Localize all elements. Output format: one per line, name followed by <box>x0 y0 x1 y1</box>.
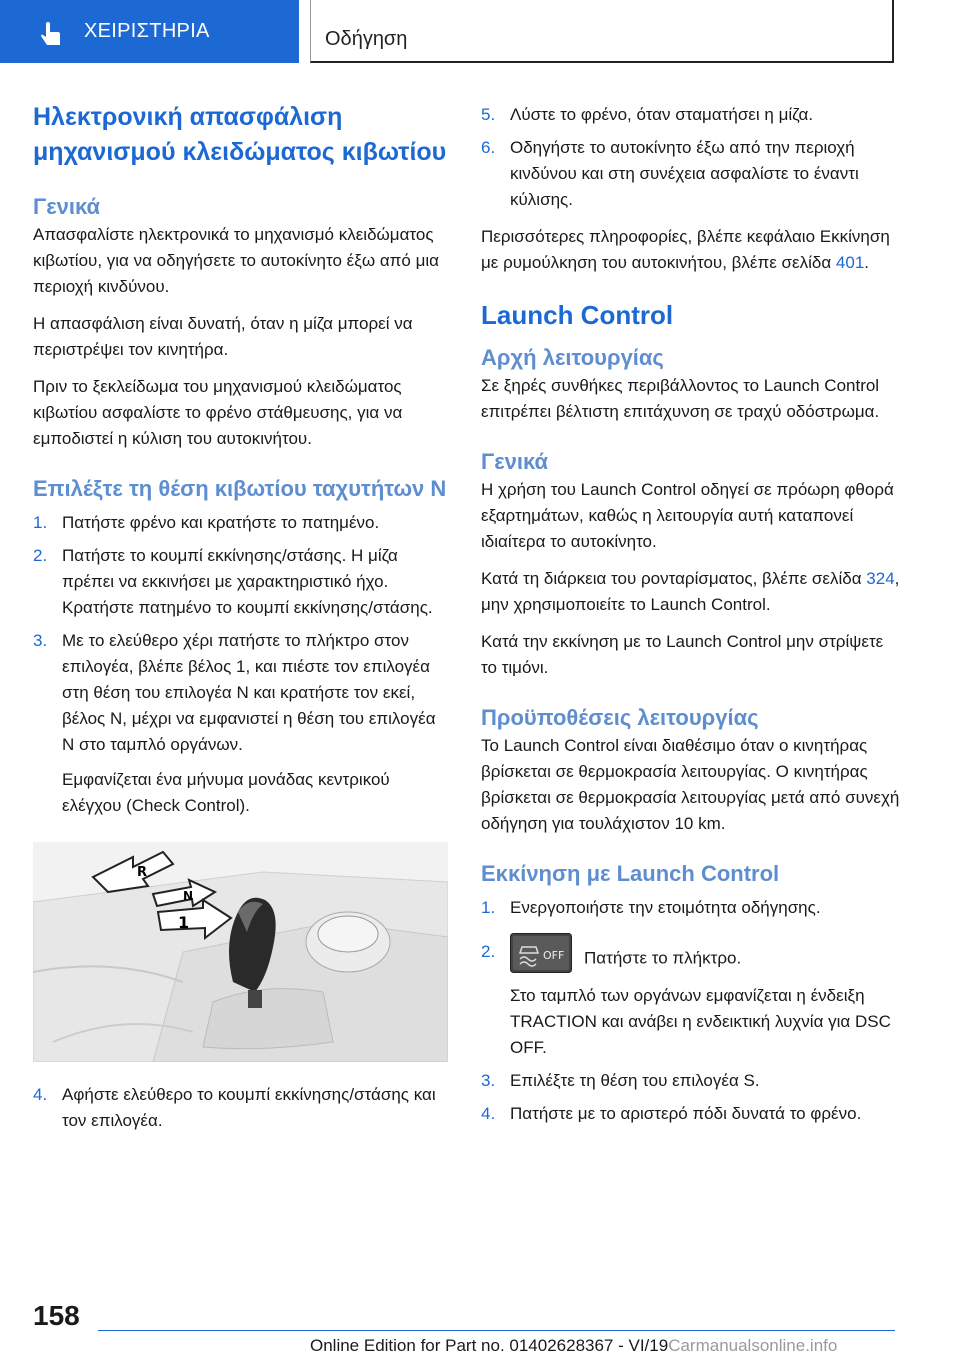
steps-list-continued <box>481 102 901 213</box>
footer-edition <box>310 1336 837 1356</box>
steps-list <box>33 510 448 819</box>
list-item <box>481 1101 901 1127</box>
paragraph: Η απασφάλιση είναι δυνατή, όταν η μίζα μπορεί να περιστρέψει τον κινητήρα. <box>33 314 413 359</box>
more-info-paragraph <box>481 224 901 276</box>
list-item <box>481 135 901 213</box>
list-item <box>481 895 901 921</box>
step-number: 2. <box>481 942 496 961</box>
step-number: 4. <box>481 1104 496 1123</box>
step-number: 4. <box>33 1085 48 1104</box>
right-column <box>481 100 901 1127</box>
launch-steps-list <box>481 895 901 1127</box>
list-item <box>33 510 448 536</box>
more-info-end: . <box>864 253 870 272</box>
step-text: Πατήστε φρένο και κρατήστε το πατημένο. <box>62 513 380 532</box>
paragraph: Η χρήση του Launch Control οδηγεί σε πρόωρη φθορά εξαρτημάτων, καθώς η λειτουργία αυτή καταπονεί ιδιαίτερα το αυτοκίνητο. <box>481 480 894 551</box>
paragraph: Το Launch Control είναι διαθέσιμο όταν ο κινητήρας βρίσκεται σε θερμοκρασία λειτουργίας. Ο κινητήρας βρίσκεται σε θερμοκρασία λειτουργίας μετά από συνεχή οδήγηση για τουλάχιστον 10 km. <box>481 736 900 833</box>
gear-selector-illustration <box>33 842 448 1062</box>
step-number: 6. <box>481 138 496 157</box>
arrow-label-1: 1 <box>178 913 190 932</box>
footer-divider <box>98 1330 895 1331</box>
page-link-401[interactable]: 401 <box>835 253 865 272</box>
step-text: Με το ελεύθερο χέρι πατήστε το πλήκτρο στον επιλογέα, βλέπε βέλος 1, και πιέστε τον επιλογέα στη θέση του επιλογέα N και κρατήστε τον εκεί, βέλος N, μέχρι να εμφανιστεί η θέση του επιλογέα N στο ταμπλό οργάνων. <box>62 631 436 754</box>
subsection-heading-principle: Αρχή λειτουργίας <box>481 345 664 370</box>
step-text: Πατήστε το κουμπί εκκίνησης/στάσης. Η μίζα πρέπει να εκκινήσει με χαρακτηριστικό ήχο. Κρατήστε πατημένο το κουμπί εκκίνησης/στάσης. <box>62 546 433 617</box>
hand-pointer-icon <box>36 20 66 50</box>
list-item <box>481 1068 901 1094</box>
list-item <box>481 102 901 128</box>
paragraph: Σε ξηρές συνθήκες περιβάλλοντος το Launch Control επιτρέπει βέλτιστη επιτάχυνση σε τραχύ οδόστρωμα. <box>481 376 880 421</box>
watermark: Carmanualsonline.info <box>668 1336 838 1355</box>
step-text: Πατήστε με το αριστερό πόδι δυνατά το φρένο. <box>510 1104 862 1123</box>
chapter-tab-label: ΧΕΙΡΙΣΤΗΡΙΑ <box>84 20 210 42</box>
step-number: 2. <box>33 546 48 565</box>
list-item <box>481 939 901 1061</box>
paragraph: Απασφαλίστε ηλεκτρονικά το μηχανισμό κλειδώματος κιβωτίου, για να οδηγήσετε το αυτοκίνητο έξω από μια περιοχή κινδύνου. <box>33 225 439 296</box>
gear-selector-drawing <box>33 842 448 1062</box>
launch-control-title: Launch Control <box>481 300 674 330</box>
edition-text: Online Edition for Part no. 01402628367 - VI/19 <box>310 1336 669 1355</box>
subsection-heading-select-n: Επιλέξτε τη θέση κιβωτίου ταχυτήτων N <box>33 476 447 501</box>
page-number: 158 <box>33 1300 80 1331</box>
subsection-heading-general: Γενικά <box>481 449 549 474</box>
list-item <box>33 628 448 819</box>
paragraph-text: Κατά τη διάρκεια του ρονταρίσματος, βλέπε σελίδα <box>481 569 867 588</box>
chapter-tab[interactable] <box>0 0 299 63</box>
step-number: 3. <box>33 631 48 650</box>
breadcrumb-label: Οδήγηση <box>325 28 408 50</box>
step-text: Πατήστε το πλήκτρο. <box>584 948 742 968</box>
step-number: 5. <box>481 105 496 124</box>
page-link-324[interactable]: 324 <box>866 569 895 588</box>
list-item <box>33 543 448 621</box>
step-text: Λύστε το φρένο, όταν σταματήσει η μίζα. <box>510 105 814 124</box>
step-note: Στο ταμπλό των οργάνων εμφανίζεται η ένδειξη TRACTION και ανάβει η ενδεικτική λυχνία για DSC OFF. <box>510 986 891 1057</box>
paragraph: Κατά την εκκίνηση με το Launch Control μην στρίψετε το τιμόνι. <box>481 632 884 677</box>
step-text: Αφήστε ελεύθερο το κουμπί εκκίνησης/στάσης και τον επιλογέα. <box>62 1085 436 1130</box>
left-column <box>33 100 448 1134</box>
steps-list-continued <box>33 1082 448 1134</box>
step-number: 1. <box>481 898 496 917</box>
dsc-off-button-icon <box>510 933 572 973</box>
step-number: 1. <box>33 513 48 532</box>
subsection-heading-prerequisites: Προϋποθέσεις λειτουργίας <box>481 705 759 730</box>
paragraph <box>481 566 901 618</box>
step-text: Επιλέξτε τη θέση του επιλογέα S. <box>510 1071 760 1090</box>
step-text: Οδηγήστε το αυτοκίνητο έξω από την περιοχή κινδύνου και στη συνέχεια ασφαλίστε το έναντι κύλισης. <box>510 138 859 209</box>
more-info-text: Περισσότερες πληροφορίες, βλέπε κεφάλαιο Εκκίνηση με ρυμούλκηση του αυτοκινήτου, βλέπε σελίδα <box>481 227 890 272</box>
step-note: Εμφανίζεται ένα μήνυμα μονάδας κεντρικού ελέγχου (Check Control). <box>62 770 390 815</box>
arrow-label-n: N <box>183 889 194 903</box>
step-text: Ενεργοποιήστε την ετοιμότητα οδήγησης. <box>510 898 821 917</box>
step-number: 3. <box>481 1071 496 1090</box>
subsection-heading-general: Γενικά <box>33 194 101 219</box>
breadcrumb <box>310 0 894 63</box>
list-item <box>33 1082 448 1134</box>
paragraph-text: , μην χρησιμοποιείτε το Launch Control. <box>481 569 900 614</box>
section-title: Ηλεκτρονική απασφάλιση μηχανισμού κλειδώματος κιβωτίου <box>33 103 447 166</box>
arrow-label-r: R <box>137 865 148 880</box>
paragraph: Πριν το ξεκλείδωμα του μηχανισμού κλειδώματος κιβωτίου ασφαλίστε το φρένο στάθμευσης, για να εμποδιστεί η κύλιση του αυτοκινήτου. <box>33 377 403 448</box>
subsection-heading-start: Εκκίνηση με Launch Control <box>481 861 780 886</box>
dsc-off-button-label: OFF <box>543 949 565 962</box>
